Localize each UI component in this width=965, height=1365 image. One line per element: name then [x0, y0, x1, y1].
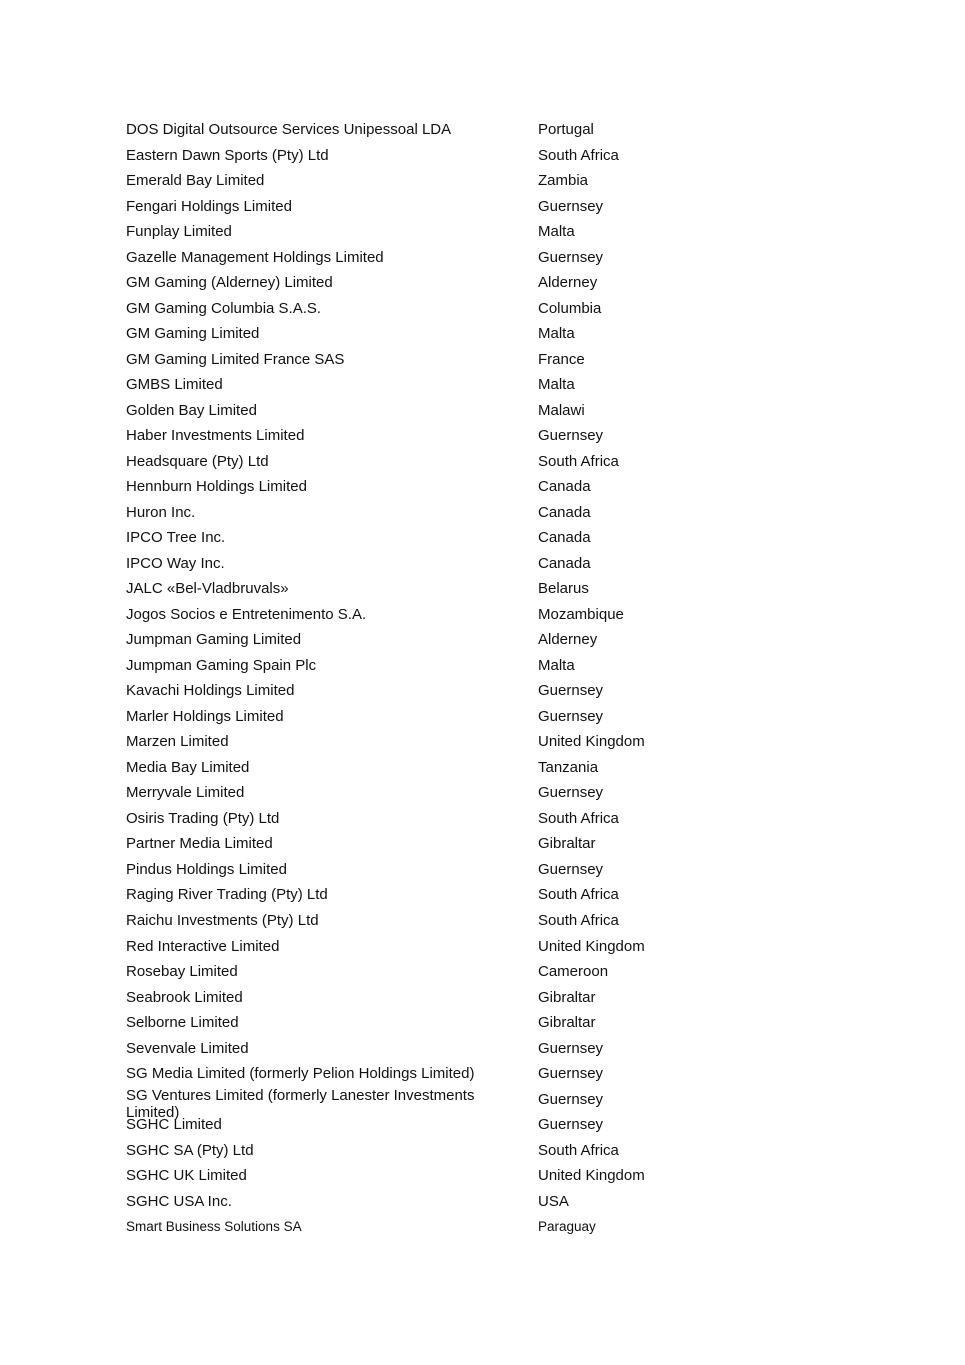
entity-name: Funplay Limited: [126, 223, 232, 241]
entity-country: Belarus: [538, 580, 589, 598]
entity-country: South Africa: [538, 886, 619, 904]
entity-country: South Africa: [538, 911, 619, 929]
entity-country: Canada: [538, 529, 591, 547]
entity-name: Selborne Limited: [126, 1014, 239, 1032]
entity-name: Marzen Limited: [126, 733, 229, 751]
entity-country: Alderney: [538, 274, 598, 292]
entity-name: Jumpman Gaming Spain Plc: [126, 656, 317, 674]
entity-country: United Kingdom: [538, 733, 645, 751]
entity-country: Gibraltar: [538, 1014, 596, 1032]
entity-country: Malta: [538, 656, 575, 674]
entity-country: Guernsey: [538, 682, 604, 700]
entity-country: USA: [538, 1192, 569, 1210]
entity-name: IPCO Way Inc.: [126, 554, 225, 572]
entity-country: South Africa: [538, 809, 619, 827]
entity-country: Guernsey: [538, 248, 604, 266]
entity-country: Malta: [538, 325, 575, 343]
entity-country: Malta: [538, 376, 575, 394]
entity-name: Huron Inc.: [126, 503, 196, 521]
entity-name: Hennburn Holdings Limited: [126, 478, 307, 496]
entity-name: Rosebay Limited: [126, 963, 238, 981]
entity-name: Osiris Trading (Pty) Ltd: [126, 809, 280, 827]
entity-country: Gibraltar: [538, 835, 596, 853]
entity-name: Raichu Investments (Pty) Ltd: [126, 911, 319, 929]
entity-name: GM Gaming Limited France SAS: [126, 350, 345, 368]
entity-name: SGHC USA Inc.: [126, 1192, 232, 1210]
entity-name: Marler Holdings Limited: [126, 707, 284, 725]
entity-country: South Africa: [538, 146, 619, 164]
entity-name: Eastern Dawn Sports (Pty) Ltd: [126, 146, 329, 164]
entity-name: Sevenvale Limited: [126, 1039, 249, 1057]
entity-country: Guernsey: [538, 1065, 604, 1083]
entity-country: Tanzania: [538, 758, 599, 776]
entity-country: Guernsey: [538, 427, 604, 445]
entity-country: Gibraltar: [538, 988, 596, 1006]
entity-country: United Kingdom: [538, 1167, 645, 1185]
entity-name: Partner Media Limited: [126, 835, 273, 853]
entity-country: Canada: [538, 503, 591, 521]
entity-country: Guernsey: [538, 1039, 604, 1057]
entity-country: Mozambique: [538, 605, 624, 623]
entity-country: Guernsey: [538, 860, 604, 878]
entity-country: Alderney: [538, 631, 598, 649]
entity-name: Jumpman Gaming Limited: [126, 631, 302, 649]
entity-country: Canada: [538, 478, 591, 496]
entity-name: SGHC SA (Pty) Ltd: [126, 1141, 254, 1159]
entity-name: SGHC Limited: [126, 1116, 222, 1134]
entity-name: Merryvale Limited: [126, 784, 245, 802]
entity-name: SG Media Limited (formerly Pelion Holdings Limited): [126, 1065, 475, 1083]
entity-name: Fengari Holdings Limited: [126, 197, 292, 215]
entity-country: Guernsey: [538, 707, 604, 725]
entity-name: GM Gaming Columbia S.A.S.: [126, 299, 322, 317]
entity-name: Pindus Holdings Limited: [126, 860, 287, 878]
entity-name: Emerald Bay Limited: [126, 172, 265, 190]
entity-name: DOS Digital Outsource Services Unipessoal LDA: [126, 121, 452, 138]
entity-name: Smart Business Solutions SA: [126, 1219, 302, 1235]
entity-country: Columbia: [538, 299, 602, 317]
entity-name: Golden Bay Limited: [126, 401, 257, 419]
entity-name: Jogos Socios e Entretenimento S.A.: [126, 605, 367, 623]
entity-name: GM Gaming (Alderney) Limited: [126, 274, 333, 292]
entity-country: Paraguay: [538, 1219, 596, 1235]
entity-country: Guernsey: [538, 1090, 604, 1108]
entity-country: United Kingdom: [538, 937, 645, 955]
entity-name: Kavachi Holdings Limited: [126, 682, 295, 700]
entity-country: Malta: [538, 223, 575, 241]
entity-country: Canada: [538, 554, 591, 572]
entity-country: Zambia: [538, 172, 589, 190]
entity-country: Cameroon: [538, 963, 609, 981]
entity-name: Seabrook Limited: [126, 988, 243, 1006]
entity-name: GM Gaming Limited: [126, 325, 260, 343]
entity-name: JALC «Bel-Vladbruvals»: [126, 580, 289, 598]
entity-country: Portugal: [538, 121, 594, 138]
entity-name: Media Bay Limited: [126, 758, 250, 776]
entity-country: Guernsey: [538, 197, 604, 215]
entity-country: France: [538, 350, 585, 368]
entity-country: South Africa: [538, 1141, 619, 1159]
entity-name: Haber Investments Limited: [126, 427, 305, 445]
entity-name: Raging River Trading (Pty) Ltd: [126, 886, 328, 904]
entity-country: Guernsey: [538, 784, 604, 802]
entity-country: South Africa: [538, 452, 619, 470]
entity-name: SG Ventures Limited (formerly Lanester Investments Limited): [126, 1086, 475, 1121]
entity-name: Red Interactive Limited: [126, 937, 280, 955]
entity-name: SGHC UK Limited: [126, 1167, 247, 1185]
entity-country: Malawi: [538, 401, 585, 419]
entity-name: Gazelle Management Holdings Limited: [126, 248, 384, 266]
entity-name: Headsquare (Pty) Ltd: [126, 452, 269, 470]
entity-name: GMBS Limited: [126, 376, 223, 394]
entity-name: IPCO Tree Inc.: [126, 529, 226, 547]
entity-country: Guernsey: [538, 1116, 604, 1134]
